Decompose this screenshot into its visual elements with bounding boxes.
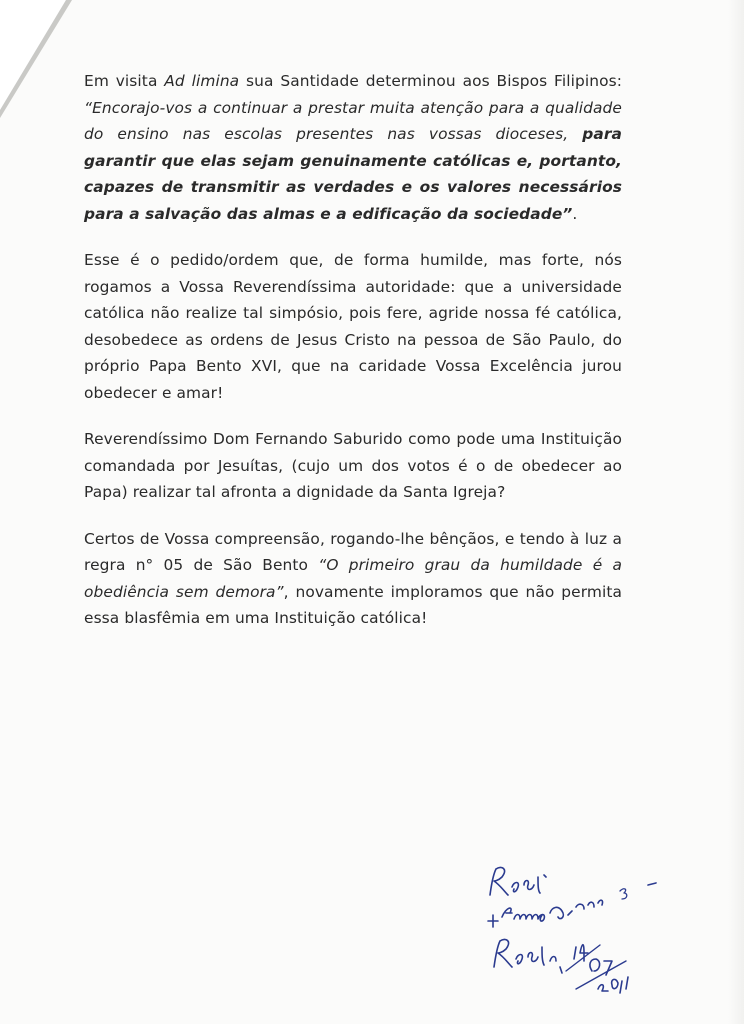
text-run: Certos de Vossa compreensão, rogando-lhe bênçãos, e tendo à luz a regra n° 05 de São Bento [84,529,622,574]
text-run: Reverendíssimo Dom Fernando Saburido como pode uma Instituição comandada por Jesuítas, (cujo um dos votos é o de obedecer ao Papa) realizar tal afronta a dignidade da Santa Igreja? [84,430,622,501]
letter-body [84,68,622,652]
paragraph-request [84,247,622,406]
folded-corner [0,0,66,110]
paragraph-ad-limina [84,68,622,227]
text-run: Em visita [84,72,165,90]
text-run: Ad limina [164,72,240,90]
paragraph-closing [84,526,622,632]
text-run: . [572,204,578,223]
quote-text: “Encorajo-vos a continuar a prestar muita atenção para a qualidade do ensino nas escolas presentes nas vossas dioceses, [84,98,622,143]
paragraph-question [84,426,622,506]
quote-emphasis: para garantir que elas sejam genuinamente católicas e, portanto, capazes de transmitir as verdades e os valores necessários para a salvação das almas e a edificação da sociedade” [84,125,622,223]
text-run: , novamente imploramos que não permita essa blasfêmia em uma Instituição católica! [84,582,623,627]
page-edge [728,0,744,1024]
text-run: Esse é o pedido/ordem que, de forma humilde, mas forte, nós rogamos a Vossa Reverendíssima autoridade: que a universidade católica não realize tal simpósio, pois fere, agride nossa fé católica, desobedece as ordens de Jesus Cristo na pessoa de São Paulo, do próprio Papa Bento XVI, que na caridade Vossa Excelência jurou obedecer e amar! [84,251,622,402]
signature-drawing [480,855,670,1005]
quote-text: “O primeiro grau da humildade é a obediência sem demora” [84,556,622,601]
text-run: sua Santidade determinou aos Bispos Filipinos: [239,72,622,90]
handwritten-signature [480,855,670,1005]
